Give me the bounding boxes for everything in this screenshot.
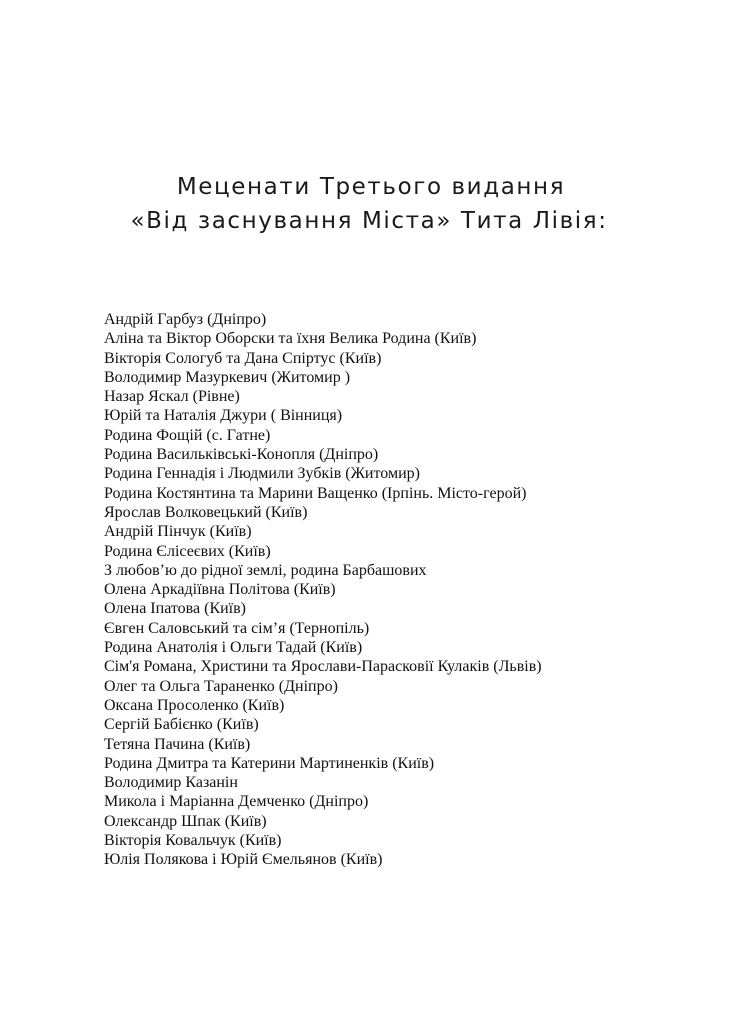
patron-entry: З любов’ю до рідної землі, родина Барбашових [104, 561, 427, 579]
patron-entry: Микола і Маріанна Демченко (Дніпро) [104, 793, 369, 811]
patron-entry: Назар Яскал (Рівне) [104, 388, 240, 406]
patron-entry: Олена Аркадіївна Політова (Київ) [104, 581, 336, 599]
patron-entry: Родина Васильківські-Конопля (Дніпро) [104, 446, 379, 464]
patron-entry: Володимир Казанін [104, 774, 238, 792]
patrons-list [104, 310, 704, 870]
patron-entry: Володимир Мазуркевич (Житомир ) [104, 368, 351, 386]
patron-entry: Вікторія Ковальчук (Київ) [104, 832, 282, 850]
patron-entry: Родина Костянтина та Марини Ващенко (Ірпінь. Місто-герой) [104, 484, 527, 502]
patron-entry: Юрій та Наталія Джури ( Вінниця) [104, 407, 343, 425]
patron-entry: Родина Єлісеєвих (Київ) [104, 542, 271, 560]
patron-entry: Тетяна Пачина (Київ) [104, 735, 251, 753]
patron-entry: Олена Іпатова (Київ) [104, 600, 246, 618]
patron-entry: Аліна та Віктор Оборски та їхня Велика Родина (Київ) [104, 330, 477, 348]
patron-entry: Родина Дмитра та Катерини Мартиненків (Київ) [104, 754, 435, 772]
patron-entry: Родина Геннадія і Людмили Зубків (Житомир) [104, 465, 420, 483]
patron-entry: Сергій Бабієнко (Київ) [104, 716, 259, 734]
patron-entry: Олег та Ольга Тараненко (Дніпро) [104, 677, 338, 695]
patron-entry: Сім'я Романа, Христини та Ярослави-Парасковії Кулаків (Львів) [104, 658, 542, 676]
patron-entry: Олександр Шпак (Київ) [104, 812, 267, 830]
patron-entry: Андрій Гарбуз (Дніпро) [104, 311, 267, 328]
patron-entry: Родина Анатолія і Ольги Тадай (Київ) [104, 639, 363, 657]
patron-entry: Юлія Полякова і Юрій Ємельянов (Київ) [104, 851, 383, 869]
patron-entry: Родина Фощій (с. Гатне) [104, 426, 271, 444]
title-line-1: Меценати Третього видання [176, 174, 566, 200]
page-title [0, 170, 736, 238]
patron-entry: Вікторія Сологуб та Дана Спіртус (Київ) [104, 349, 382, 367]
patron-entry: Оксана Просоленко (Київ) [104, 696, 285, 714]
patron-entry: Андрій Пінчук (Київ) [104, 523, 252, 541]
patron-entry: Євген Саловський та сім’я (Тернопіль) [104, 619, 370, 637]
patron-entry: Ярослав Волковецький (Київ) [104, 503, 308, 521]
title-line-2: «Від заснування Міста» Тита Лівія: [130, 208, 608, 234]
